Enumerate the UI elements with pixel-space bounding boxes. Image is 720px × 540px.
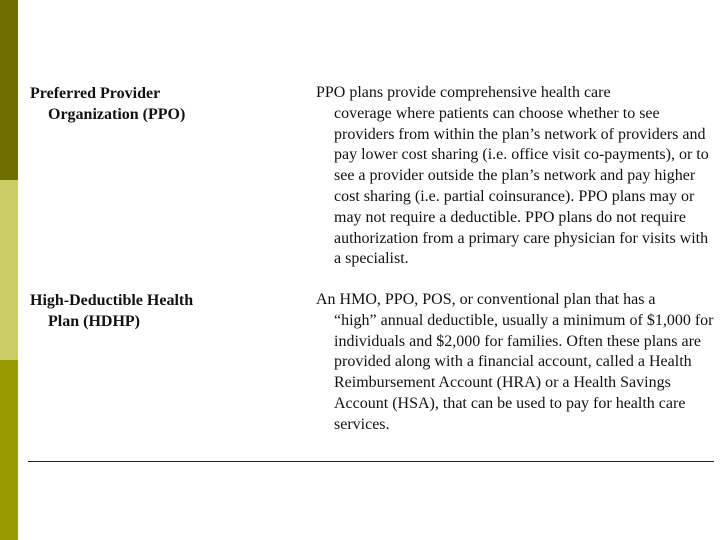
- accent-bar-middle: [0, 180, 18, 360]
- definition-continuation: coverage where patients can choose whether to see providers from within the plan’s network of providers and pay lower cost sharing (i.e. office visit co-payments), or to see a provider outside the plan’s network and pay higher cost sharing (i.e. partial coinsurance). PPO plans may or may not require a deductible. PPO plans do not require authorization from a primary care physician for visits with a specialist.: [334, 104, 709, 268]
- term-line-1: Preferred Provider: [30, 85, 161, 102]
- table-bottom-rule: [28, 461, 714, 462]
- term-line-2: Organization (PPO): [48, 106, 186, 123]
- definition-first-line: An HMO, PPO, POS, or conventional plan that has a: [316, 291, 656, 308]
- definition-hdhp: [316, 290, 716, 436]
- accent-bar-top: [0, 0, 18, 180]
- accent-bar-bottom: [0, 360, 18, 540]
- term-hdhp: [30, 290, 300, 332]
- definition-first-line: PPO plans provide comprehensive health care: [316, 84, 611, 101]
- term-line-1: High-Deductible Health: [30, 292, 194, 309]
- definition-ppo: [316, 83, 716, 270]
- definition-continuation: “high” annual deductible, usually a minimum of $1,000 for individuals and $2,000 for families. Often these plans are provided along with a financial account, called a Health Reimbursement Account (HRA) or a Health Savings Account (HSA), that can be used to pay for health care services.: [334, 311, 714, 433]
- term-ppo: [30, 83, 300, 125]
- term-line-2: Plan (HDHP): [48, 313, 140, 330]
